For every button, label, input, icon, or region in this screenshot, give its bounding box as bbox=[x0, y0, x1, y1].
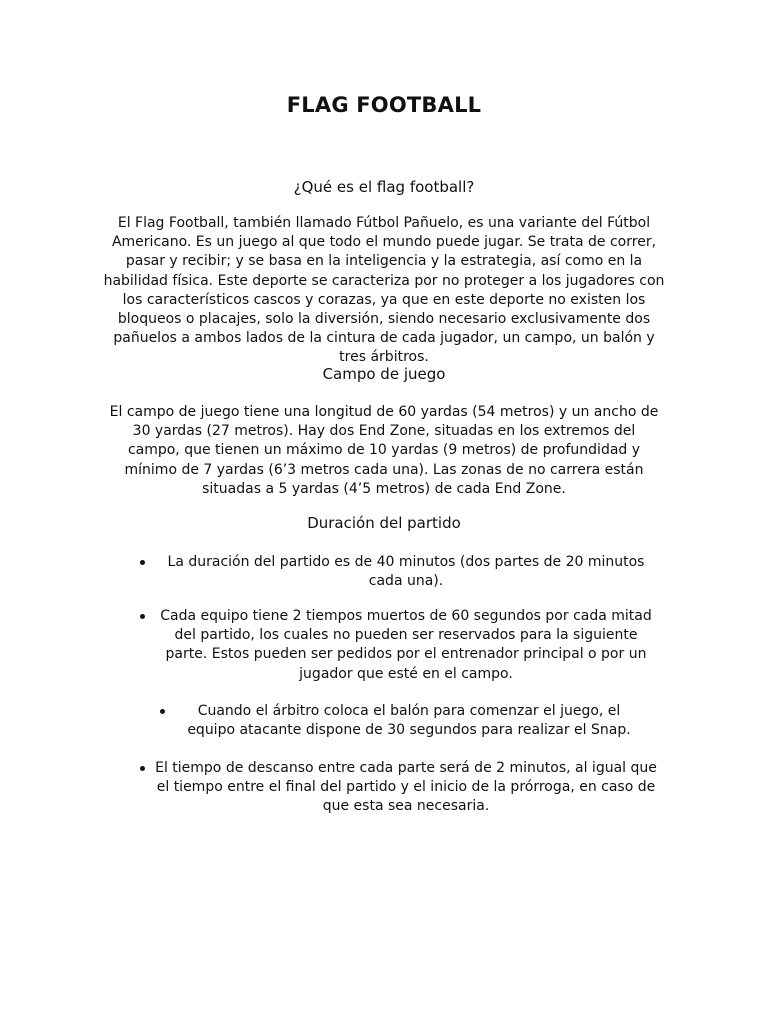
document-title: FLAG FOOTBALL bbox=[286, 93, 482, 117]
section-heading-duracion: Duración del partido bbox=[307, 514, 461, 532]
section-heading-campo: Campo de juego bbox=[322, 365, 446, 383]
bullet-dot-icon bbox=[140, 560, 145, 565]
section-heading-que-es: ¿Qué es el flag football? bbox=[293, 178, 475, 196]
bullet-text: Cuando el árbitro coloca el balón para comenzar el juego, el equipo atacante dispone de 30 segundos para realizar el Snap. bbox=[187, 703, 631, 739]
section-paragraph-campo: El campo de juego tiene una longitud de 60 yardas (54 metros) y un ancho de 30 yardas (27 metros). Hay dos End Zone, situadas en los extremos del campo, que tienen un máximo de 10 yardas (9 metros) de profundidad y mínimo de 7 yardas (6’3 metros cada una). Las zonas de no carrera están situadas a 5 yardas (4’5 metros) de cada End Zone. bbox=[109, 404, 659, 497]
bullet-text: El tiempo de descanso entre cada parte será de 2 minutos, al igual que el tiempo entre el final del partido y el inicio de la prórroga, en caso de que esta sea necesaria. bbox=[155, 760, 657, 815]
section-paragraph-que-es: El Flag Football, también llamado Fútbol Pañuelo, es una variante del Fútbol Americano. Es un juego al que todo el mundo puede jugar. Se trata de correr, pasar y recibir; y se basa en la inteligencia y la estrategia, así como en la habilidad física. Este deporte se caracteriza por no proteger a los jugadores con los característicos cascos y corazas, ya que en este deporte no existen los bloqueos o placajes, solo la diversión, siendo necesario exclusivamente dos pañuelos a ambos lados de la cintura de cada jugador, un campo, un balón y tres árbitros. bbox=[103, 215, 665, 366]
bullet-text: Cada equipo tiene 2 tiempos muertos de 60 segundos por cada mitad del partido, los cuales no pueden ser reservados para la siguiente parte. Estos pueden ser pedidos por el entrenador principal o por un jugador que esté en el campo. bbox=[160, 608, 652, 682]
bullet-dot-icon bbox=[140, 766, 145, 771]
bullet-dot-icon bbox=[140, 614, 145, 619]
bullet-dot-icon bbox=[160, 709, 165, 714]
bullet-text: La duración del partido es de 40 minutos (dos partes de 20 minutos cada una). bbox=[167, 554, 645, 590]
